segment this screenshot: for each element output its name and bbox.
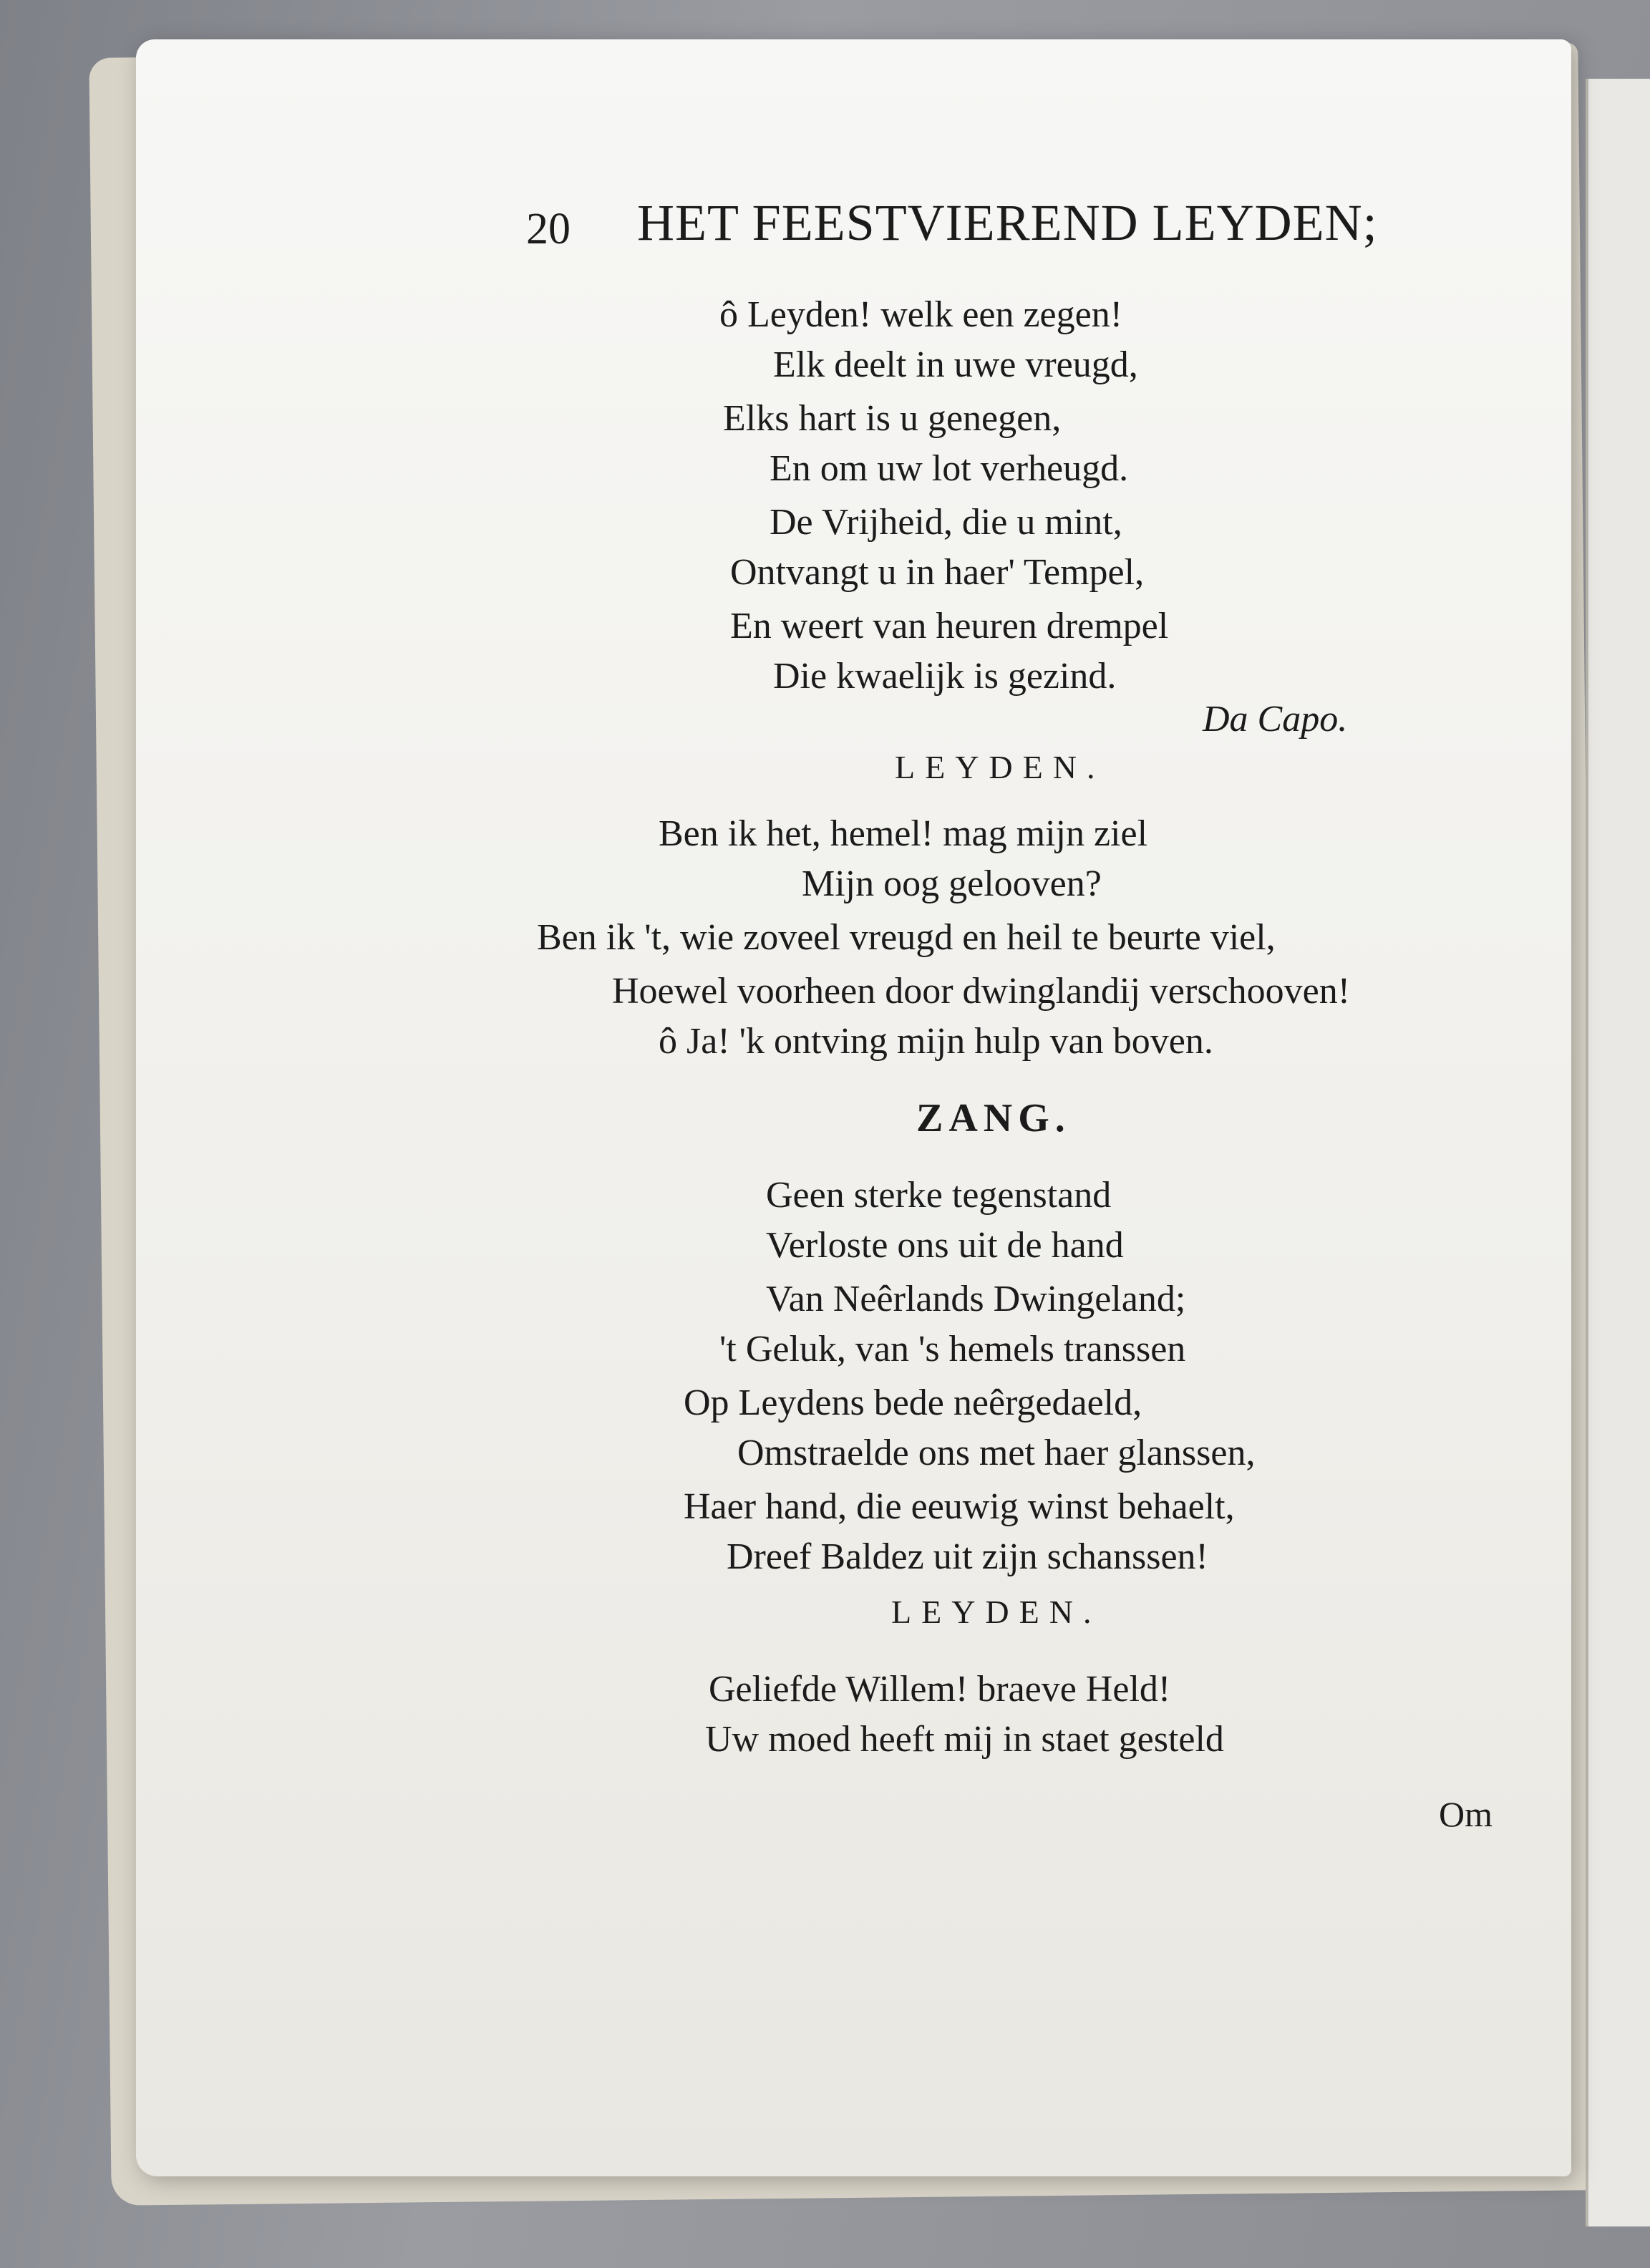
verse-line: Ben ik 't, wie zoveel vreugd en heil te beurte viel, — [537, 917, 1276, 958]
verse-line: Van Neêrlands Dwingeland; — [766, 1279, 1186, 1319]
verse-line: Elks hart is u genegen, — [723, 398, 1062, 439]
speaker-name: LEYDEN. — [895, 749, 1105, 785]
verse-line: Hoewel voorheen door dwinglandij verschooven! — [612, 971, 1351, 1012]
verse-line: Ben ik het, hemel! mag mijn ziel — [659, 813, 1148, 854]
verse-line: Uw moed heeft mij in staet gesteld — [705, 1719, 1224, 1760]
facing-page-edge — [1586, 79, 1650, 2226]
page-number: 20 — [526, 205, 571, 253]
verse-line: Geliefde Willem! braeve Held! — [709, 1669, 1171, 1710]
verse-line: Verloste ons uit de hand — [766, 1225, 1124, 1266]
verse-line: ô Ja! 'k ontving mijn hulp van boven. — [659, 1021, 1213, 1062]
verse-line: Dreef Baldez uit zijn schanssen! — [727, 1536, 1208, 1577]
section-heading: ZANG. — [916, 1096, 1071, 1140]
speaker-name: LEYDEN. — [891, 1594, 1102, 1630]
running-title: HET FEESTVIEREND LEYDEN; — [637, 194, 1378, 251]
verse-line: Geen sterke tegenstand — [766, 1175, 1112, 1216]
verse-line: Elk deelt in uwe vreugd, — [773, 344, 1138, 385]
da-capo-direction: Da Capo. — [1203, 699, 1348, 740]
verse-line: Mijn oog gelooven? — [802, 863, 1102, 904]
verse-line: Haer hand, die eeuwig winst behaelt, — [684, 1486, 1235, 1527]
verse-line: En weert van heuren drempel — [730, 606, 1169, 646]
verse-line: ô Leyden! welk een zegen! — [719, 294, 1123, 335]
verse-line: 't Geluk, van 's hemels transsen — [719, 1329, 1186, 1370]
verse-line: En om uw lot verheugd. — [770, 448, 1129, 489]
verse-line: De Vrijheid, die u mint, — [770, 502, 1122, 543]
verse-line: Ontvangt u in haer' Tempel, — [730, 552, 1145, 593]
verse-line: Die kwaelijk is gezind. — [773, 656, 1117, 697]
catchword: Om — [1439, 1794, 1493, 1834]
verse-line: Op Leydens bede neêrgedaeld, — [684, 1382, 1142, 1423]
verse-line: Omstraelde ons met haer glanssen, — [737, 1433, 1256, 1473]
